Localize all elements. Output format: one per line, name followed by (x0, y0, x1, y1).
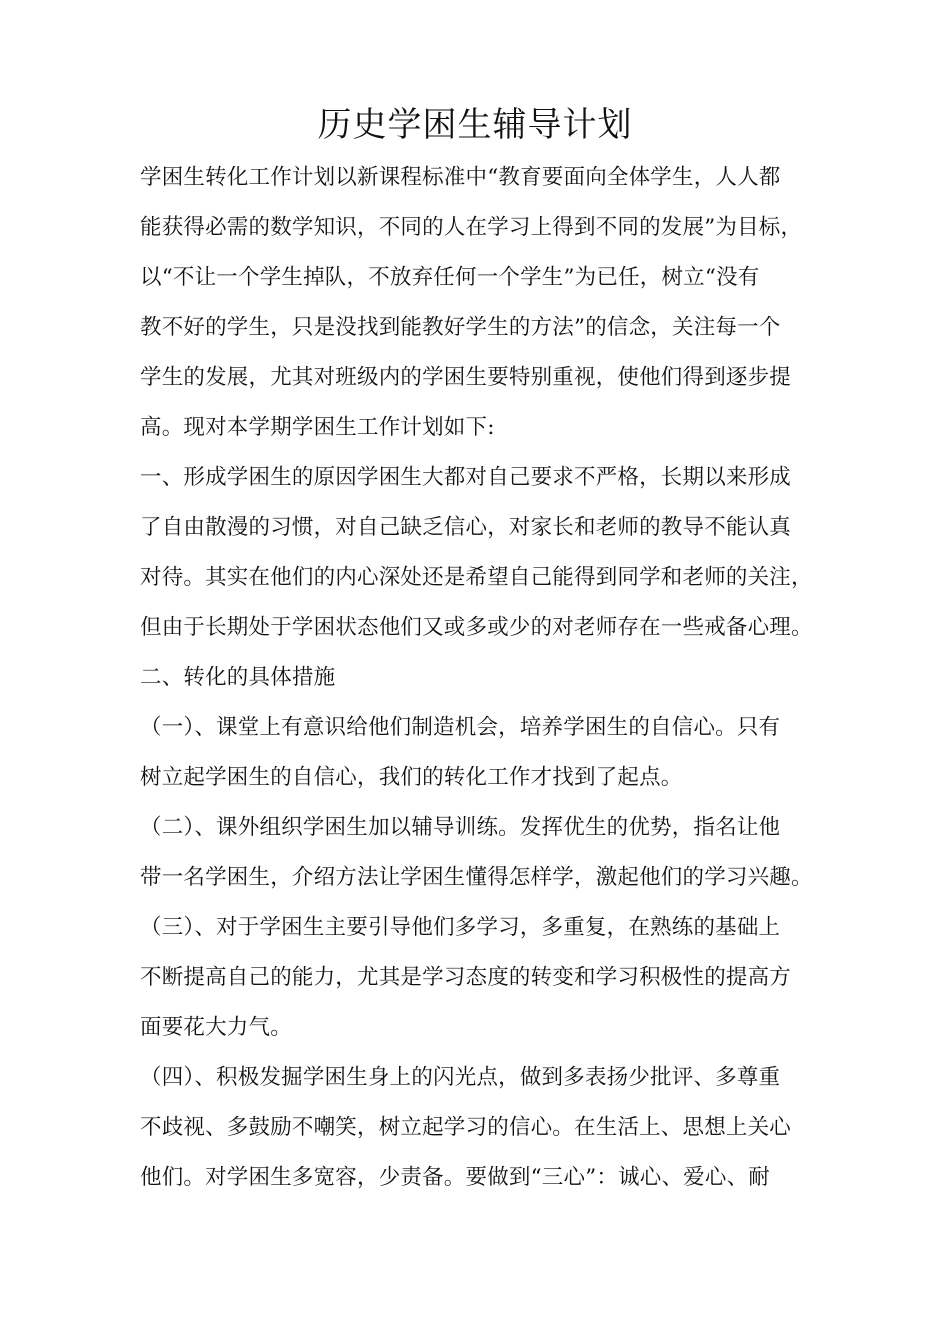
text-line: 不断提高自己的能力，尤其是学习态度的转变和学习积极性的提高方 (140, 965, 792, 990)
text-line: 学困生转化工作计划以新课程标准中“教育要面向全体学生，人人都 (140, 165, 781, 190)
text-line: 对待。其实在他们的内心深处还是希望自己能得到同学和老师的关注， (140, 565, 813, 590)
document-title: 历史学困生辅导计划 (317, 105, 633, 145)
text-line: 以“不让一个学生掉队，不放弃任何一个学生”为已任，树立“没有 (140, 265, 760, 290)
measure-item-2: （二）、课外组织学困生加以辅导训练。发挥优生的优势，指名让他 (140, 815, 781, 840)
text-line: 不歧视、多鼓励不嘲笑，树立起学习的信心。在生活上、思想上关心 (140, 1115, 792, 1140)
text-line: 了自由散漫的习惯，对自己缺乏信心，对家长和老师的教导不能认真 (140, 515, 792, 540)
section-heading-causes: 一、形成学困生的原因学困生大都对自己要求不严格，长期以来形成 (140, 465, 792, 490)
text-line: 高。现对本学期学困生工作计划如下: (140, 415, 495, 440)
text-line: 他们。对学困生多宽容，少责备。要做到“三心”：诚心、爱心、耐 (140, 1165, 770, 1190)
text-line: 带一名学困生，介绍方法让学困生懂得怎样学，激起他们的学习兴趣。 (140, 865, 813, 890)
measure-item-4: （四）、积极发掘学困生身上的闪光点，做到多表扬少批评、多尊重 (140, 1065, 781, 1090)
document-body (140, 153, 830, 1203)
text-line: 树立起学困生的自信心，我们的转化工作才找到了起点。 (140, 765, 683, 790)
measure-item-1: （一）、课堂上有意识给他们制造机会，培养学困生的自信心。只有 (140, 715, 781, 740)
text-line: 能获得必需的数学知识，不同的人在学习上得到不同的发展”为目标， (140, 215, 803, 240)
section-heading-measures: 二、转化的具体措施 (140, 665, 336, 690)
text-line: 学生的发展，尤其对班级内的学困生要特别重视，使他们得到逐步提 (140, 365, 792, 390)
measure-item-3: （三）、对于学困生主要引导他们多学习，多重复，在熟练的基础上 (140, 915, 781, 940)
text-line: 教不好的学生，只是没找到能教好学生的方法”的信念，关注每一个 (140, 315, 781, 340)
text-line: 但由于长期处于学困状态他们又或多或少的对老师存在一些戒备心理。 (140, 615, 813, 640)
text-line: 面要花大力气。 (140, 1015, 292, 1040)
